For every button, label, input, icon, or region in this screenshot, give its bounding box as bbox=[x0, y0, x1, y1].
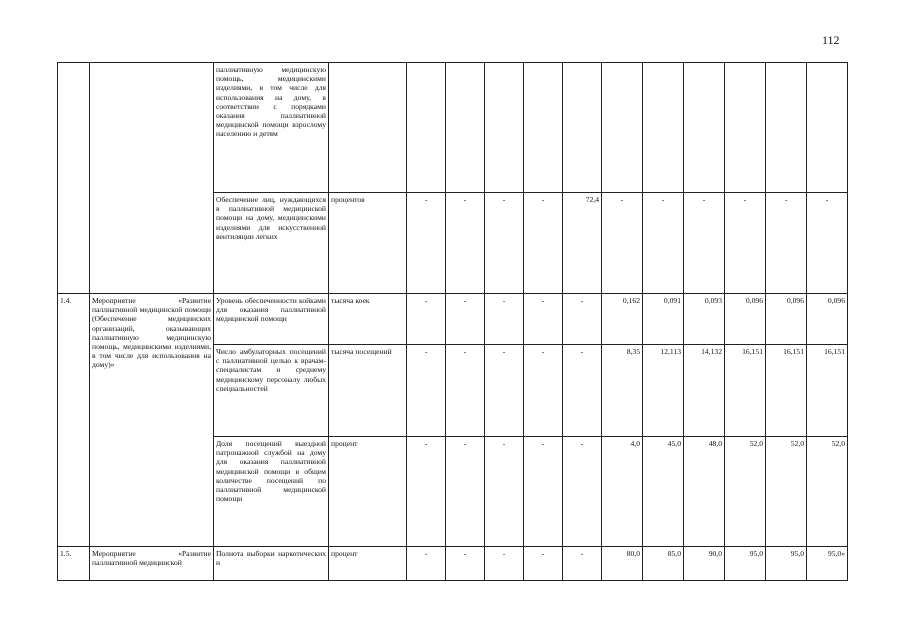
value-cell bbox=[407, 63, 446, 193]
value-cell: - bbox=[446, 437, 485, 547]
value-cell: - bbox=[407, 294, 446, 345]
value-cell: - bbox=[485, 294, 524, 345]
indicator-cell: Доля посещений выездной патронажной службой на дому для оказания паллиативной медицинской помощи в общем количестве посещений по паллиативной медицинской помощи bbox=[214, 437, 329, 547]
value-cell bbox=[485, 63, 524, 193]
unit-cell: процент bbox=[329, 547, 407, 581]
value-cell: 72,4 bbox=[563, 193, 602, 294]
value-cell: 52,0 bbox=[725, 437, 766, 547]
value-cell bbox=[446, 63, 485, 193]
unit-cell: тысяча посещений bbox=[329, 345, 407, 437]
table-row bbox=[58, 63, 848, 193]
value-cell bbox=[725, 63, 766, 193]
value-cell: 95,0 bbox=[766, 547, 807, 581]
value-cell: 0,093 bbox=[684, 294, 725, 345]
value-cell: - bbox=[563, 345, 602, 437]
value-cell: 52,0 bbox=[807, 437, 848, 547]
value-cell: 95,0 bbox=[725, 547, 766, 581]
value-cell: - bbox=[766, 193, 807, 294]
value-cell: - bbox=[407, 193, 446, 294]
value-cell: - bbox=[563, 437, 602, 547]
value-cell: - bbox=[684, 193, 725, 294]
value-cell: 85,0 bbox=[643, 547, 684, 581]
value-cell: 16,151 bbox=[766, 345, 807, 437]
page-number: 112 bbox=[822, 33, 840, 47]
indicator-cell: Число амбулаторных посещений с паллиативной целью к врачам-специалистам и среднему медицинскому персоналу любых специальностей bbox=[214, 345, 329, 437]
value-cell: 8,35 bbox=[602, 345, 643, 437]
value-cell bbox=[602, 63, 643, 193]
value-cell: 45,0 bbox=[643, 437, 684, 547]
value-cell: 95,0» bbox=[807, 547, 848, 581]
value-cell: - bbox=[446, 345, 485, 437]
value-cell: - bbox=[524, 193, 563, 294]
event-cell: Мероприятие «Развитие паллиативной медицинской bbox=[90, 547, 214, 581]
row-number-cell: 1.4. bbox=[58, 294, 90, 547]
value-cell: 16,151 bbox=[807, 345, 848, 437]
value-cell: - bbox=[446, 193, 485, 294]
value-cell: 16,151 bbox=[725, 345, 766, 437]
value-cell: 0,091 bbox=[643, 294, 684, 345]
value-cell: - bbox=[485, 437, 524, 547]
indicator-cell: паллиативную медицинскую помощь, медицинскими изделиями, в том числе для использования на дому, в соответствии с порядками оказания паллиативной медицинской помощи взрослому населению и детям bbox=[214, 63, 329, 193]
row-number-cell bbox=[58, 63, 90, 294]
value-cell bbox=[524, 63, 563, 193]
value-cell: - bbox=[446, 294, 485, 345]
event-cell: Мероприятие «Развитие паллиативной медицинской помощи (Обеспечение медицинских организаций, оказывающих паллиативную медицинскую помощь, медицинскими изделиями, в том числе для использования на дому)» bbox=[90, 294, 214, 547]
value-cell: - bbox=[524, 547, 563, 581]
value-cell: - bbox=[563, 294, 602, 345]
unit-cell: процентов bbox=[329, 193, 407, 294]
value-cell: - bbox=[807, 193, 848, 294]
value-cell: - bbox=[485, 193, 524, 294]
value-cell: 12,113 bbox=[643, 345, 684, 437]
value-cell: - bbox=[524, 345, 563, 437]
value-cell: - bbox=[446, 547, 485, 581]
row-number-cell: 1.5. bbox=[58, 547, 90, 581]
value-cell: - bbox=[485, 345, 524, 437]
event-cell bbox=[90, 63, 214, 294]
unit-cell: процент bbox=[329, 437, 407, 547]
indicator-cell: Уровень обеспеченности койками для оказания паллиативной медицинской помощи bbox=[214, 294, 329, 345]
value-cell: 0,096 bbox=[725, 294, 766, 345]
indicator-cell: Полнота выборки наркотических и bbox=[214, 547, 329, 581]
unit-cell bbox=[329, 63, 407, 193]
value-cell bbox=[563, 63, 602, 193]
value-cell: - bbox=[602, 193, 643, 294]
value-cell: - bbox=[524, 294, 563, 345]
value-cell: 0,096 bbox=[807, 294, 848, 345]
value-cell bbox=[807, 63, 848, 193]
value-cell: 0,162 bbox=[602, 294, 643, 345]
value-cell: 14,132 bbox=[684, 345, 725, 437]
value-cell: - bbox=[563, 547, 602, 581]
value-cell: - bbox=[524, 437, 563, 547]
value-cell: - bbox=[643, 193, 684, 294]
value-cell: - bbox=[407, 345, 446, 437]
value-cell: 52,0 bbox=[766, 437, 807, 547]
unit-cell: тысяча коек bbox=[329, 294, 407, 345]
value-cell: 48,0 bbox=[684, 437, 725, 547]
value-cell bbox=[643, 63, 684, 193]
value-cell: - bbox=[407, 437, 446, 547]
value-cell: - bbox=[407, 547, 446, 581]
value-cell: - bbox=[725, 193, 766, 294]
value-cell bbox=[766, 63, 807, 193]
indicators-table bbox=[57, 62, 848, 581]
value-cell: 0,096 bbox=[766, 294, 807, 345]
value-cell bbox=[684, 63, 725, 193]
indicator-cell: Обеспечение лиц, нуждающихся в паллиативной медицинской помощи на дому, медицинскими изделиями для искусственной вентиляции легких bbox=[214, 193, 329, 294]
value-cell: - bbox=[485, 547, 524, 581]
table-row bbox=[58, 294, 848, 345]
value-cell: 90,0 bbox=[684, 547, 725, 581]
table-row bbox=[58, 547, 848, 581]
value-cell: 80,0 bbox=[602, 547, 643, 581]
value-cell: 4,0 bbox=[602, 437, 643, 547]
